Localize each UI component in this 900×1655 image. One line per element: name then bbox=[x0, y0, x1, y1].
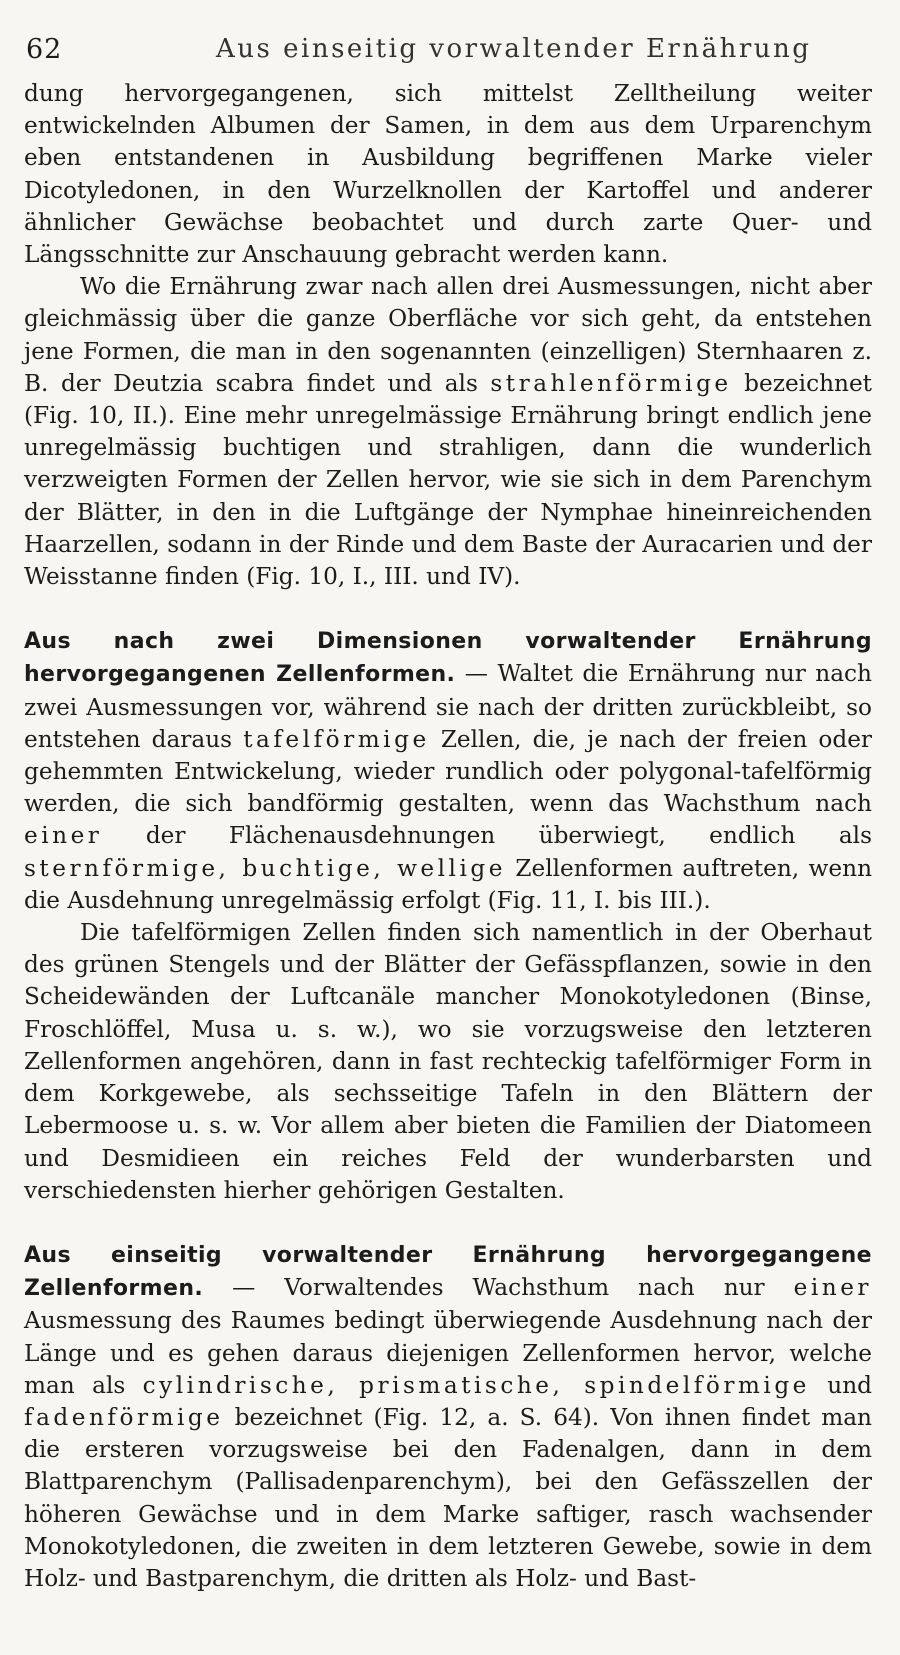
paragraph-text: bezeichnet (Fig. 12, a. S. 64). Von ihnen findet man die ersteren vorzugsweise bei den Fadenalgen, dann in dem Blattparenchym (Pallisadenparenchym), bei den Gefässzellen der höheren Gewächse und in dem Marke saftiger, rasch wachsender Monokotyledonen, die zweiten in dem letzteren Gewebe, sowie in dem Holz- und Bastparenchym, die dritten als Holz- und Bast- bbox=[24, 1403, 872, 1592]
page-header bbox=[26, 30, 866, 70]
spaced-term: sternförmige, buchtige, wellige bbox=[24, 854, 506, 882]
section-heading: Aus nach zwei Dimensionen vorwaltender Ernährung hervorgegangenen Zellenformen. bbox=[24, 629, 872, 688]
paragraph-continuation bbox=[24, 78, 872, 271]
section-gap bbox=[24, 1207, 872, 1239]
paragraph-text: Zellenformen auftreten, wenn die Ausdehnung unregelmässig erfolgt (Fig. 11, I. bis III.). bbox=[24, 854, 872, 914]
section-heading: Aus einseitig vorwaltender Ernährung hervorgegangene Zellenformen. bbox=[24, 1242, 872, 1302]
spaced-term: cylindrische, prismatische, spindelförmige bbox=[142, 1371, 810, 1399]
spaced-term: einer bbox=[24, 822, 103, 850]
spaced-term: einer bbox=[793, 1274, 873, 1302]
paragraph-text: dung hervorgegangenen, sich mittelst Zelltheilung weiter entwickelnden Albumen der Samen, in dem aus dem Urparenchym eben entstandenen in Ausbildung begriffenen Marke vieler Dicotyledonen, in den Wurzelknollen der Kartoffel und anderer ähnlicher Gewächse beobachtet und durch zarte Quer- und Längsschnitte zur Anschauung gebracht werden kann. bbox=[24, 80, 872, 269]
section-two-dimensions bbox=[24, 625, 872, 917]
paragraph-tabular-cells bbox=[24, 917, 872, 1207]
paragraph-text: Die tafelförmigen Zellen finden sich namentlich in der Oberhaut des grünen Stengels und der Blätter der Gefässpflanzen, sowie in den Scheidewänden der Luftcanäle mancher Monokotyledonen (Binse, Froschlöffel, Musa u. s. w.), wo sie vorzugsweise den letzteren Zellenformen angehören, dann in fast rechteckig tafelförmiger Form in dem Korkgewebe, als sechsseitige Tafeln in den Blättern der Lebermoose u. s. w. Vor allem aber bieten die Familien der Diatomeen und Desmidieen ein reiches Feld der wunderbarsten und verschiedensten hierher gehörigen Gestalten. bbox=[24, 919, 872, 1204]
paragraph-text: und bbox=[827, 1371, 873, 1399]
paragraph-text: — Waltet die Ernährung nur nach zwei Ausmessungen vor, während sie nach der dritten zurückbleibt, so entstehen daraus bbox=[24, 660, 872, 753]
paragraph-text: bezeichnet (Fig. 10, II.). Eine mehr unregelmässige Ernährung bringt endlich jene unregelmässig buchtigen und strahligen, dann die wunderlich verzweigten Formen der Zellen hervor, wie sie sich in dem Parenchym der Blätter, in den in die Luftgänge der Nymphae hineinreichenden Haarzellen, sodann in der Rinde und dem Baste der Auracarien und der Weisstanne finden (Fig. 10, I., III. und IV). bbox=[24, 369, 872, 591]
paragraph-text: Zellen, die, je nach der freien oder gehemmten Entwickelung, wieder rundlich oder polygonal-tafelförmig werden, die sich bandförmig gestalten, wenn das Wachsthum nach bbox=[24, 725, 872, 818]
spaced-term: tafelförmige bbox=[243, 725, 430, 753]
section-one-dimension bbox=[24, 1239, 872, 1595]
paragraph-radial-forms bbox=[24, 271, 872, 593]
paragraph-text: Ausmessung des Raumes bedingt überwiegende Ausdehnung nach der Länge und es gehen daraus diejenigen Zellenformen hervor, welche man als bbox=[24, 1307, 872, 1399]
running-head: Aus einseitig vorwaltender Ernährung bbox=[216, 34, 812, 64]
page-body bbox=[24, 78, 872, 1595]
page-number: 62 bbox=[26, 34, 63, 65]
paragraph-text: Wo die Ernährung zwar nach allen drei Ausmessungen, nicht aber gleichmässig über die ganze Oberfläche vor sich geht, da entstehen jene Formen, die man in den sogenannten (einzelligen) Sternhaaren z. B. der Deutzia scabra findet und als bbox=[24, 273, 872, 397]
spaced-term: strahlenförmige bbox=[490, 369, 732, 397]
section-gap bbox=[24, 593, 872, 625]
spaced-term: fadenförmige bbox=[24, 1403, 224, 1431]
paragraph-text: — Vorwaltendes Wachsthum nach nur bbox=[232, 1274, 765, 1302]
paragraph-text: der Flächenausdehnungen überwiegt, endlich als bbox=[145, 822, 872, 850]
